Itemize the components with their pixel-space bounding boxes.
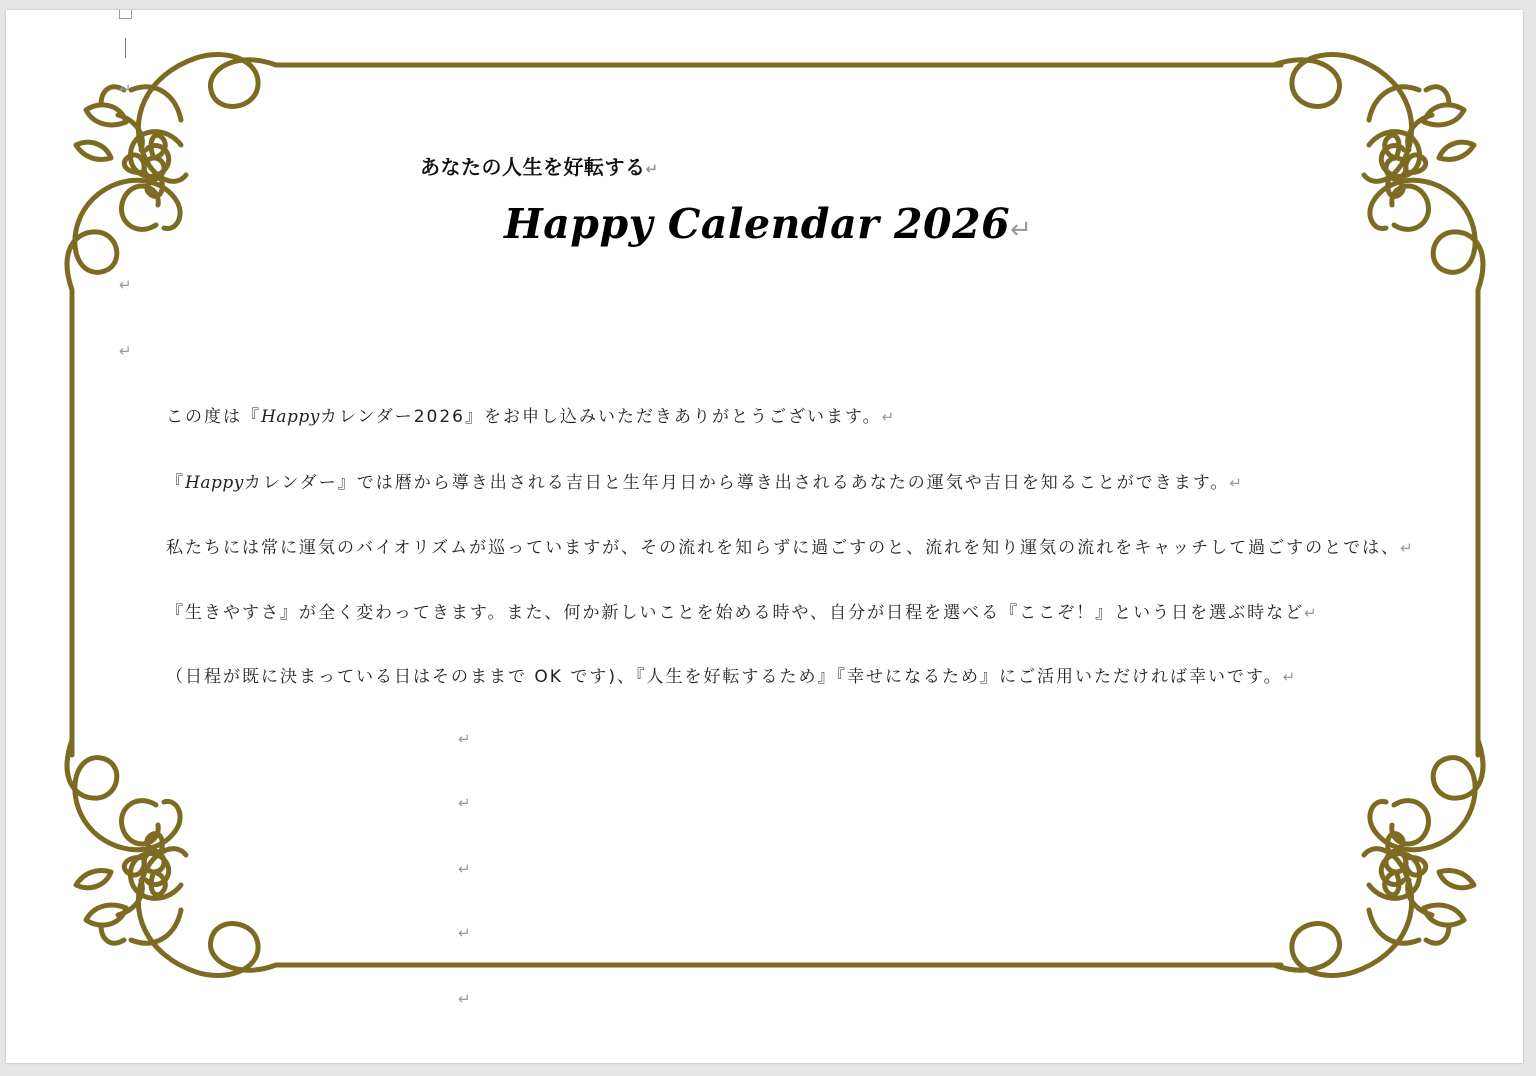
line-text: 『生きやすさ』が全く変わってきます。また、何か新しいことを始める時や、自分が日程を選べる『ここぞ！』という日を選ぶ時など (166, 603, 1305, 623)
body-line-3[interactable] (166, 533, 1415, 558)
document-page[interactable] (6, 10, 1523, 1063)
line-text: 『 (166, 473, 185, 493)
line-text: （日程が既に決まっている日はそのままで OK です)、『人生を好転するため』『幸せになるため』にご活用いただければ幸いです。 (166, 667, 1283, 687)
title-text: Happy Calendar 2026 (504, 200, 1011, 248)
brand-name: Happy (185, 473, 244, 493)
empty-paragraph-mark: ↵ (119, 276, 132, 294)
paragraph-mark: ↵ (881, 408, 897, 426)
body-line-1[interactable] (166, 402, 896, 427)
empty-paragraph-mark: ↵ (119, 80, 132, 98)
body-line-2[interactable] (166, 468, 1244, 493)
empty-paragraph-mark: ↵ (458, 990, 471, 1008)
paragraph-mark: ↵ (1304, 604, 1319, 622)
empty-paragraph-mark: ↵ (458, 794, 471, 812)
empty-paragraph-mark: ↵ (458, 860, 471, 878)
line-text: カレンダー』では暦から導き出される吉日と生年月日から導き出されるあなたの運気や吉日を知ることができます。 (243, 473, 1230, 493)
paragraph-mark: ↵ (1400, 539, 1415, 557)
document-subtitle[interactable] (420, 151, 659, 180)
subtitle-text: あなたの人生を好転する (420, 155, 646, 179)
paragraph-mark: ↵ (1010, 215, 1033, 245)
brand-name: Happy (261, 407, 320, 427)
document-title[interactable] (504, 200, 1032, 248)
line-text: この度は『 (166, 407, 261, 427)
body-line-5[interactable] (166, 662, 1297, 687)
empty-paragraph-mark: ↵ (119, 342, 132, 360)
empty-paragraph-mark: ↵ (458, 730, 471, 748)
paragraph-mark: ↵ (1229, 474, 1244, 492)
line-text: カレンダー2026』をお申し込みいただきありがとうございます。 (319, 407, 882, 427)
body-line-4[interactable] (166, 598, 1319, 623)
paragraph-mark: ↵ (645, 160, 659, 178)
paragraph-mark: ↵ (1282, 668, 1298, 686)
line-text: 私たちには常に運気のバイオリズムが巡っていますが、その流れを知らずに過ごすのと、流れを知り運気の流れをキャッチして過ごすのとでは、 (166, 538, 1401, 558)
empty-paragraph-mark: ↵ (458, 924, 471, 942)
